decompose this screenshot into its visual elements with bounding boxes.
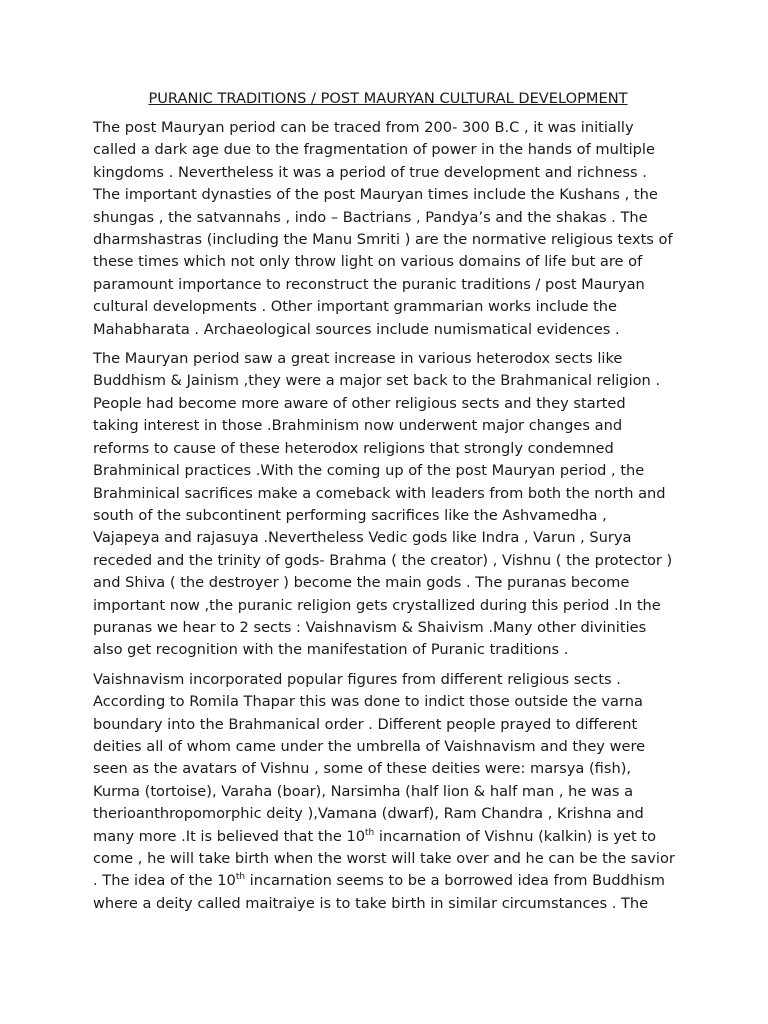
text-fragment: incarnation seems to be a borrowed idea from Buddhism	[245, 872, 666, 890]
text-line-superscript	[93, 870, 683, 892]
text-line: south of the subcontinent performing sacrifices like the Ashvamedha ,	[93, 506, 607, 524]
text-line: deities all of whom came under the umbrella of Vaishnavism and they were	[93, 737, 646, 755]
text-line: Vaishnavism incorporated popular figures from different religious sects .	[93, 670, 621, 688]
text-line: come , he will take birth when the worst will take over and he can be the savior	[93, 850, 675, 867]
text-line: reforms to cause of these heterodox religions that strongly condemned	[93, 439, 614, 457]
text-line: taking interest in those .Brahminism now underwent major changes and	[93, 417, 623, 435]
document-title: PURANIC TRADITIONS / POST MAURYAN CULTURAL DEVELOPMENT	[148, 90, 628, 107]
text-line: Kurma (tortoise), Varaha (boar), Narsimha (half lion & half man , he was a	[93, 782, 634, 800]
text-line: puranas we hear to 2 sects : Vaishnavism & Shaivism .Many other divinities	[93, 618, 647, 636]
text-line: The important dynasties of the post Mauryan times include the Kushans , the	[93, 186, 658, 204]
paragraph-2	[93, 348, 683, 662]
text-line: Buddhism & Jainism ,they were a major set back to the Brahmanical religion .	[93, 372, 661, 390]
text-line: seen as the avatars of Vishnu , some of these deities were: marsya (fish),	[93, 760, 632, 778]
text-fragment: . The idea of the 10	[93, 872, 236, 890]
text-line-superscript	[93, 826, 683, 848]
superscript-ordinal: th	[365, 827, 375, 838]
superscript-ordinal: th	[235, 872, 246, 883]
text-line: People had become more aware of other religious sects and they started	[93, 394, 626, 412]
text-line: boundary into the Brahmanical order . Different people prayed to different	[93, 715, 638, 733]
text-line: paramount importance to reconstruct the puranic traditions / post Mauryan	[93, 275, 645, 293]
text-line: Mahabharata . Archaeological sources include numismatical evidences .	[93, 320, 620, 338]
text-line: called a dark age due to the fragmentation of power in the hands of multiple	[93, 141, 655, 159]
text-line: cultural developments . Other important grammarian works include the	[93, 298, 618, 316]
text-line: therioanthropomorphic deity ),Vamana (dwarf), Ram Chandra , Krishna and	[93, 805, 644, 823]
text-line: The post Mauryan period can be traced from 200- 300 B.C , it was initially	[93, 119, 634, 136]
text-line: also get recognition with the manifestation of Puranic traditions .	[93, 641, 569, 659]
text-line: Vajapeya and rajasuya .Nevertheless Vedic gods like Indra , Varun , Surya	[93, 529, 632, 547]
text-line: kingdoms . Nevertheless it was a period of true development and richness .	[93, 163, 647, 181]
text-line: receded and the trinity of gods- Brahma ( the creator) , Vishnu ( the protector )	[93, 551, 673, 569]
text-line: shungas , the satvannahs , indo – Bactrians , Pandya’s and the shakas . The	[93, 208, 648, 226]
text-line: The Mauryan period saw a great increase in various heterodox sects like	[93, 350, 623, 368]
document-page	[93, 88, 683, 922]
text-line: where a deity called maitraiye is to take birth in similar circumstances . The	[93, 894, 649, 912]
text-line: According to Romila Thapar this was done to indict those outside the varna	[93, 693, 643, 711]
text-line: Brahminical sacrifices make a comeback with leaders from both the north and	[93, 484, 666, 502]
text-line: these times which not only throw light on various domains of life but are of	[93, 253, 643, 271]
text-fragment: incarnation of Vishnu (kalkin) is yet to	[374, 827, 656, 845]
text-fragment: many more .It is believed that the 10	[93, 827, 366, 845]
paragraph-1	[93, 117, 683, 341]
text-line: Brahminical practices .With the coming up of the post Mauryan period , the	[93, 462, 645, 480]
paragraph-3	[93, 669, 683, 915]
text-line: and Shiva ( the destroyer ) become the main gods . The puranas become	[93, 574, 630, 592]
text-line: important now ,the puranic religion gets crystallized during this period .In the	[93, 596, 661, 614]
text-line: dharmshastras (including the Manu Smriti ) are the normative religious texts of	[93, 231, 673, 249]
